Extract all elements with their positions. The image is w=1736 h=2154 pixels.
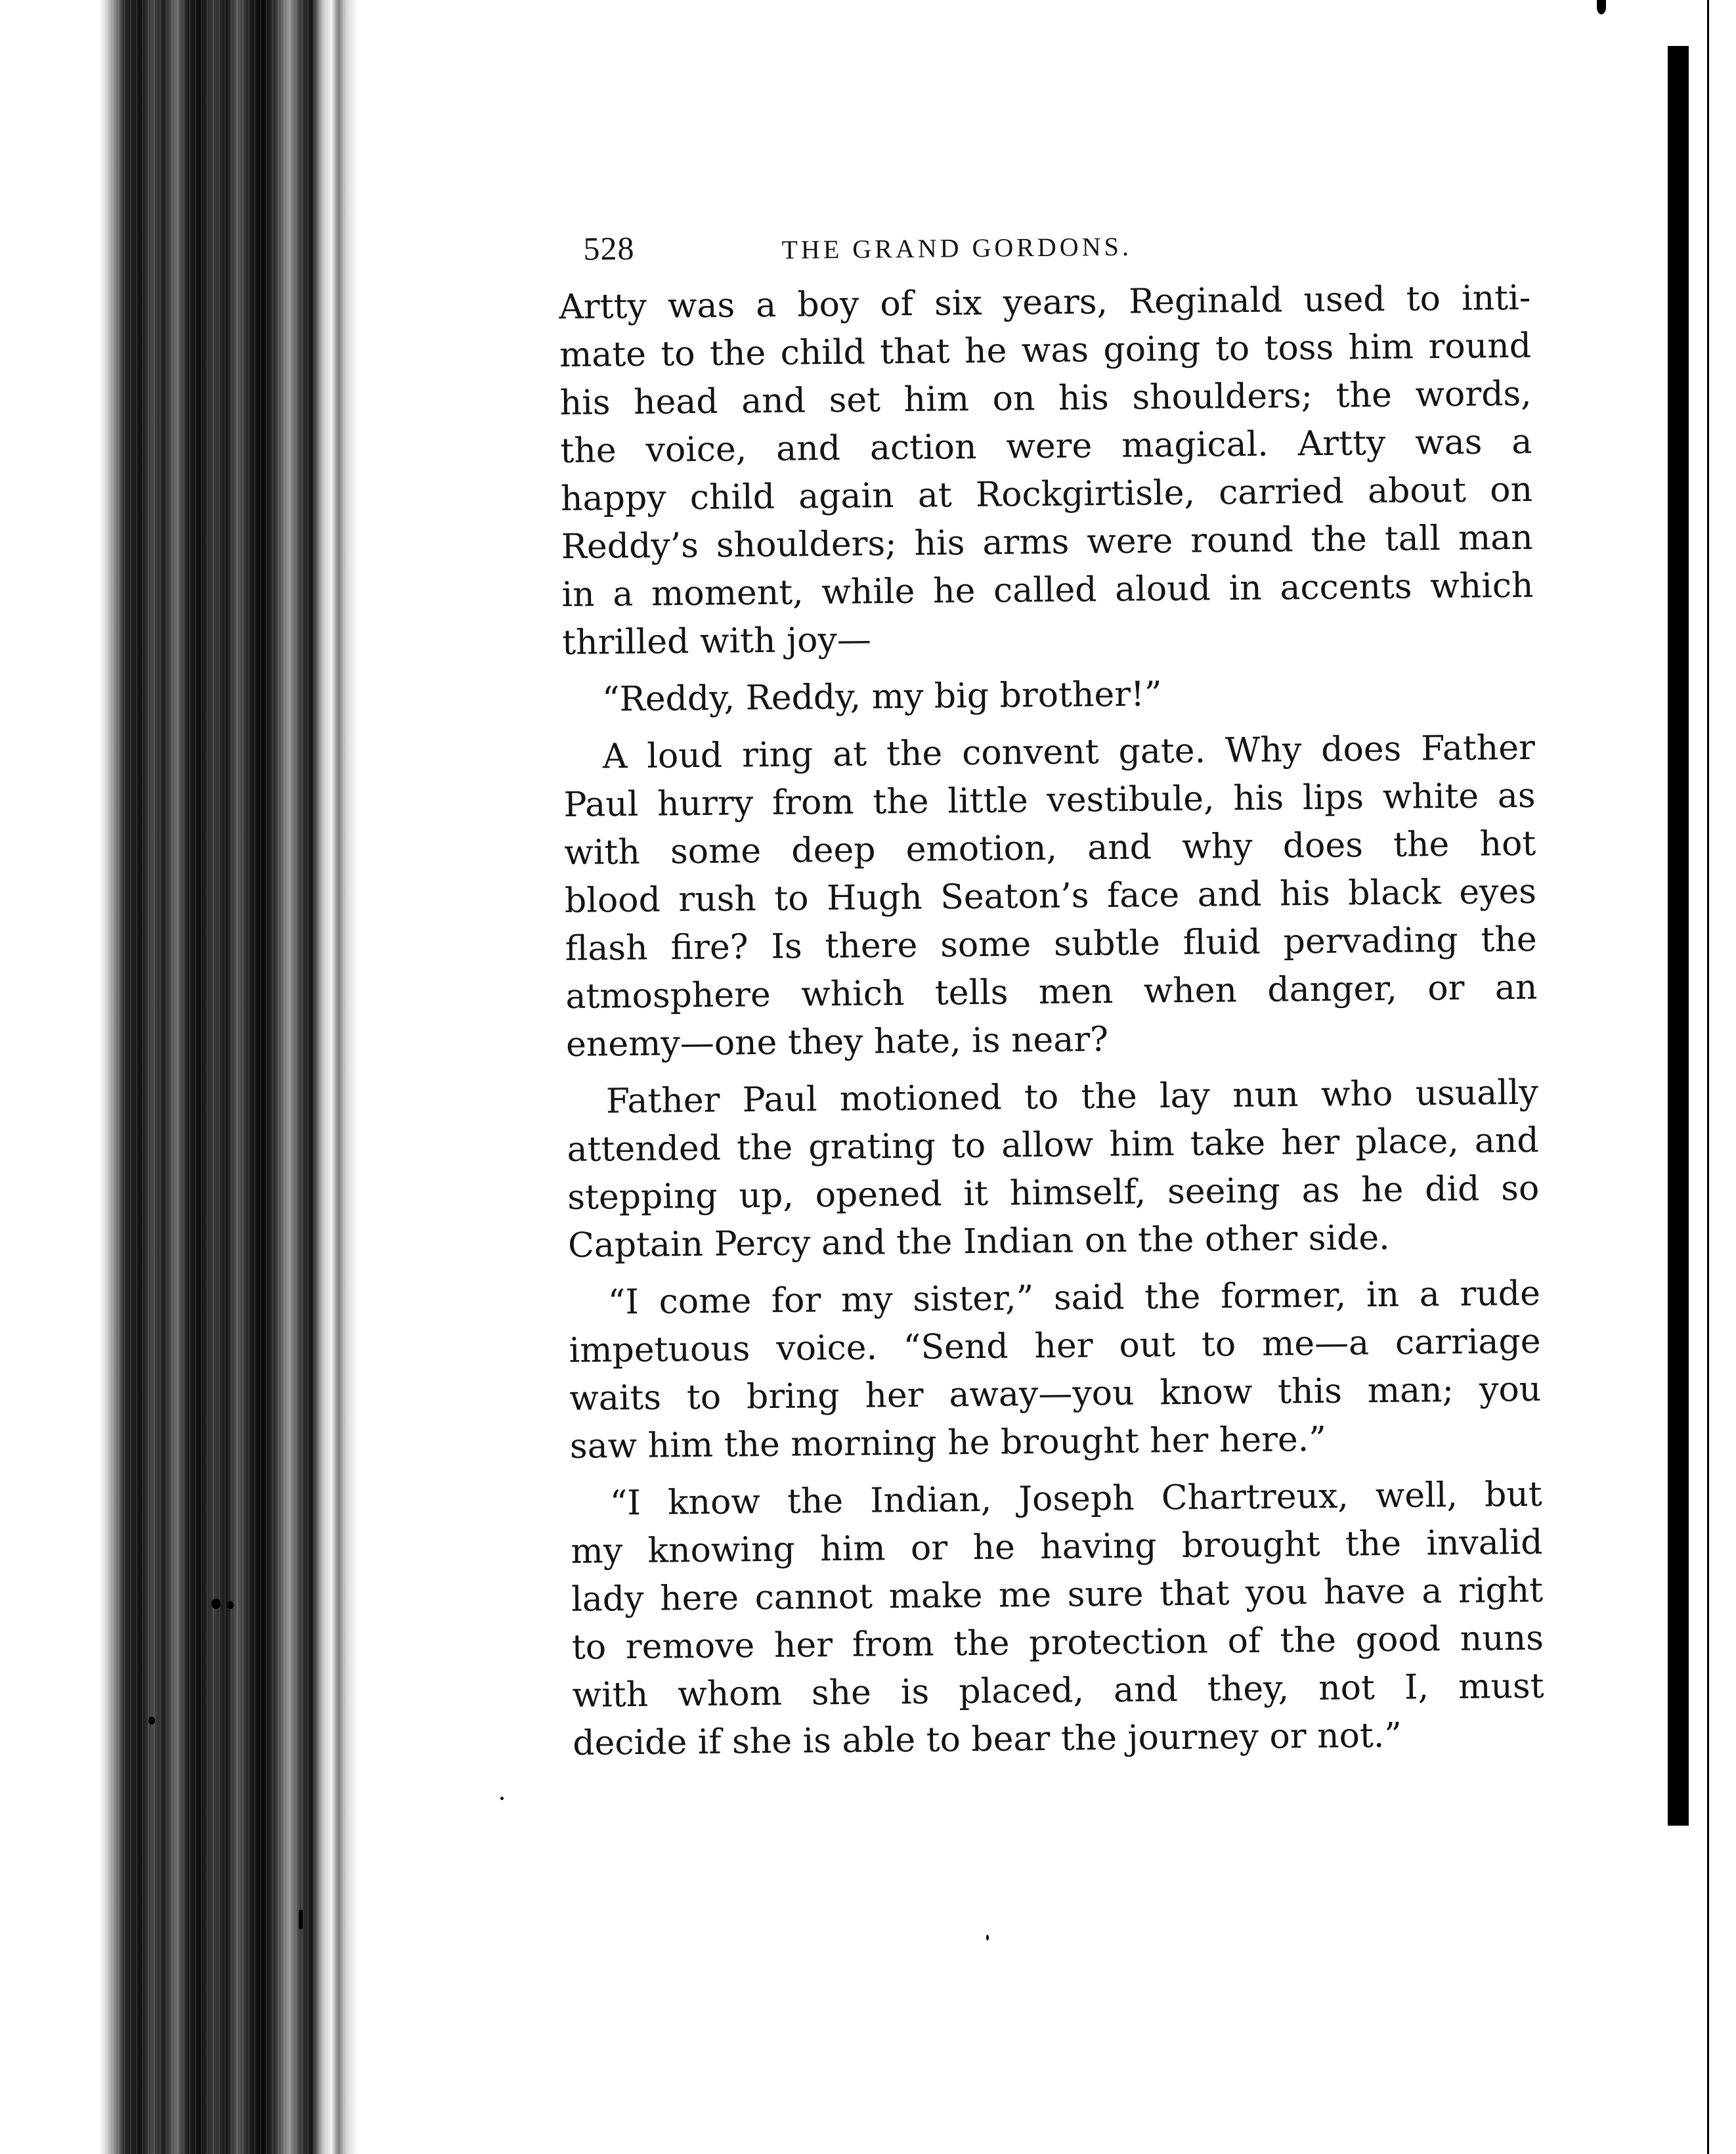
page-number: 528 [583,229,635,267]
running-head [558,208,1530,276]
paragraph [563,724,1538,1069]
text-line: atmosphere which tells men when danger, or an [565,967,1538,1017]
text-line: Father Paul motioned to the lay nun who usually [605,1072,1539,1122]
running-title: THE GRAND GORDONS. [781,231,1133,265]
stray-ink-dot [500,1797,504,1800]
text-line: lady here cannot make me sure that you have a right [571,1570,1544,1619]
text-line: “Reddy, Reddy, my big brother!” [601,674,1162,720]
facing-page-edge [1668,46,1689,1826]
text-line: flash fire? Is there some subtle fluid pervading the [565,919,1537,969]
book-page [558,208,1545,1777]
ink-speck [148,1717,155,1725]
book-fore-edge [0,0,368,2154]
text-line: impetuous voice. “Send her out to me—a carriage [569,1321,1541,1371]
paragraph [567,1069,1540,1270]
text-line: stepping up, opened it himself, seeing as he did so [567,1168,1540,1218]
text-line: Captain Percy and the Indian on the other side. [567,1218,1390,1265]
text-line: in a moment, while he called aloud in accents which [561,565,1534,615]
body-text [559,275,1545,1768]
text-line: to remove her from the protection of the good nuns [571,1618,1544,1667]
text-line: happy child again at Rockgirtisle, carried about on [560,470,1533,519]
text-line: his head and set him on his shoulders; the words, [559,374,1532,423]
text-line: attended the grating to allow him take her place, and [567,1120,1539,1170]
text-line: A loud ring at the convent gate. Why does Father [602,728,1536,777]
paragraph [559,275,1534,667]
ink-speck [227,1601,234,1609]
stray-ink-dot [986,1935,989,1941]
text-line: blood rush to Hugh Seaton’s face and his black eyes [564,871,1537,921]
text-line: Artty was a boy of six years, Reginald used to inti- [559,278,1531,327]
text-line: my knowing him or he having brought the invalid [571,1522,1543,1572]
text-line: waits to bring her away—you know this man; you [569,1369,1542,1418]
paragraph [563,667,1535,724]
corner-mark [1597,0,1606,14]
text-line: Reddy’s shoulders; his arms were round the tall man [561,517,1534,567]
text-line: decide if she is able to bear the journey or not.” [573,1715,1402,1763]
ink-speck [299,1910,303,1929]
text-line: with whom she is placed, and they, not I, must [572,1666,1544,1715]
ink-speck [211,1598,221,1609]
text-line: saw him the morning he brought her here.” [569,1419,1327,1466]
text-line: the voice, and action were magical. Artty was a [560,422,1532,471]
facing-page-strip [1689,0,1736,2154]
text-line: thrilled with joy— [561,620,872,663]
facing-page-line [1707,0,1709,2154]
text-line: with some deep emotion, and why does the hot [564,824,1536,873]
text-line: “I know the Indian, Joseph Chartreux, well, but [609,1474,1543,1524]
text-line: mate to the child that he was going to toss him round [559,326,1532,375]
text-line: “I come for my sister,” said the former, in a rude [607,1273,1541,1323]
paragraph [569,1270,1542,1471]
text-line: Paul hurry from the little vestibule, his lips white as [563,776,1536,825]
text-line: enemy—one they hate, is near? [565,1020,1109,1065]
paragraph [570,1471,1544,1768]
